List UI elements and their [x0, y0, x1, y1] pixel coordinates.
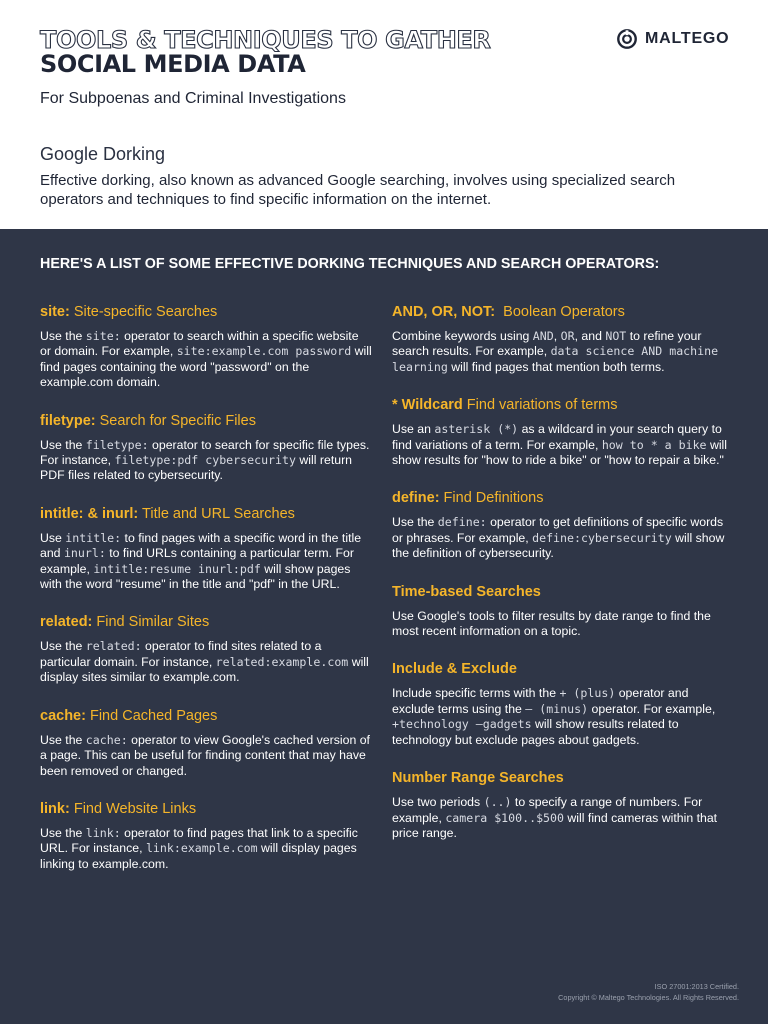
description-text: will find pages that mention both terms. — [447, 359, 665, 374]
description-text: operator. For example, — [588, 701, 716, 716]
code-snippet: intitle: — [65, 530, 122, 545]
description-text: Use the — [40, 329, 86, 343]
technique-item — [40, 504, 372, 593]
technique-title: Search for Specific Files — [95, 412, 256, 429]
description-text: operator to search within a specific website or domain. For example, — [40, 329, 359, 359]
description-text: Use — [40, 530, 66, 545]
code-snippet: define: — [437, 515, 487, 530]
description-text: operator to get definitions of specific words or phrases. For example, — [392, 515, 724, 545]
technique-item — [392, 659, 728, 748]
description-text: will show the definition of cybersecurity. — [392, 530, 725, 561]
footer-certification: ISO 27001:2013 Certified. — [654, 982, 739, 991]
techniques-panel — [0, 229, 768, 1024]
description-text: , and — [574, 329, 606, 343]
technique-item — [40, 302, 372, 391]
technique-item — [40, 612, 372, 685]
code-snippet: filetype: — [85, 437, 149, 452]
description-text: to find pages with a specific word in the title and — [40, 530, 362, 561]
technique-keyword: Number Range Searches — [392, 770, 564, 787]
technique-description — [40, 438, 372, 484]
code-snippet: define:cybersecurity — [532, 530, 672, 545]
technique-heading — [40, 504, 372, 524]
technique-keyword: filetype: — [40, 412, 96, 429]
description-text: will show pages with the word "resume" in the title and "pdf" in the URL. — [40, 561, 351, 592]
title-line-solid: SOCIAL MEDIA DATA — [40, 50, 306, 78]
section-heading: Google Dorking — [40, 144, 166, 164]
technique-heading — [392, 768, 728, 788]
technique-item — [40, 411, 372, 484]
technique-item — [392, 302, 728, 375]
technique-description — [40, 733, 372, 779]
technique-item — [392, 582, 728, 640]
technique-description — [392, 329, 728, 375]
code-snippet: data science AND machine learning — [392, 344, 719, 374]
technique-title: Find variations of terms — [462, 397, 618, 414]
description-text: Use the — [40, 732, 86, 747]
technique-heading — [392, 302, 728, 322]
technique-description — [40, 329, 372, 391]
description-text: operator to find pages that link to a specific URL. For instance, — [40, 825, 358, 856]
technique-heading — [392, 659, 728, 679]
technique-heading — [40, 612, 372, 632]
code-snippet: filetype:pdf cybersecurity — [114, 453, 296, 468]
description-text: Use the — [40, 825, 86, 840]
technique-title: Find Website Links — [69, 800, 197, 817]
description-text: Include specific terms with the — [392, 686, 560, 701]
technique-item — [392, 395, 728, 468]
technique-description — [392, 795, 728, 841]
code-snippet: link: — [85, 825, 121, 840]
description-text: Use an — [392, 422, 435, 437]
code-snippet: +technology –gadgets — [392, 717, 532, 732]
code-snippet: – (minus) — [525, 701, 589, 716]
code-snippet: cache: — [85, 732, 128, 747]
technique-keyword: intitle: & inurl: — [40, 505, 139, 522]
technique-heading — [40, 706, 372, 726]
technique-item — [40, 706, 372, 779]
section-description: Effective dorking, also known as advanced Google searching, involves using specialized search operators and techniques to find specific information on the internet. — [40, 172, 676, 208]
technique-description — [40, 531, 372, 593]
subtitle: For Subpoenas and Criminal Investigations — [40, 90, 346, 107]
technique-description — [40, 639, 372, 685]
technique-heading — [392, 582, 728, 602]
description-text: will find pages containing the word "password" on the example.com domain. — [40, 344, 372, 390]
title-line-outline: TOOLS & TECHNIQUES TO GATHER — [40, 26, 491, 54]
code-snippet: + (plus) — [559, 686, 616, 701]
code-snippet: how to * a bike — [601, 437, 707, 452]
technique-description — [392, 686, 728, 748]
technique-description — [392, 515, 728, 561]
right-column — [392, 302, 728, 861]
technique-description — [40, 826, 372, 872]
description-text: Use the — [40, 639, 86, 654]
technique-title: Boolean Operators — [495, 304, 625, 320]
technique-heading — [40, 411, 372, 431]
description-text: Use two periods — [392, 795, 484, 810]
technique-keyword: Include & Exclude — [392, 661, 517, 678]
technique-keyword: cache: — [40, 707, 86, 724]
technique-title: Find Definitions — [439, 490, 544, 507]
technique-item — [392, 488, 728, 561]
technique-title: Title and URL Searches — [138, 505, 295, 522]
code-snippet: site:example.com password — [176, 344, 352, 359]
technique-item — [392, 768, 728, 841]
description-text: will display pages linking to example.com. — [40, 841, 357, 871]
description-text: , — [553, 329, 561, 343]
technique-heading — [392, 488, 728, 508]
description-text: to specify a range of numbers. For example, — [392, 795, 703, 825]
technique-heading — [392, 395, 728, 415]
technique-item — [40, 799, 372, 872]
technique-description — [392, 422, 728, 468]
technique-title: Find Cached Pages — [85, 707, 218, 724]
maltego-logo-icon — [616, 28, 638, 50]
header-section — [0, 0, 768, 229]
code-snippet: site: — [85, 329, 121, 343]
description-text: Use the — [40, 437, 86, 452]
technique-keyword: * Wildcard — [392, 397, 463, 414]
technique-description — [392, 609, 728, 640]
code-snippet: intitle:resume inurl:pdf — [93, 561, 261, 576]
code-snippet: OR — [560, 329, 575, 343]
footer-copyright: Copyright © Maltego Technologies. All Rights Reserved. — [558, 992, 739, 1002]
technique-keyword: Time-based Searches — [392, 583, 541, 600]
description-text: Combine keywords using — [392, 329, 533, 343]
description-text: will return PDF files related to cybersecurity. — [40, 453, 353, 483]
code-snippet: NOT — [605, 329, 627, 343]
code-snippet: (..) — [483, 795, 512, 810]
code-snippet: camera $100..$500 — [445, 810, 564, 825]
maltego-logo — [616, 27, 729, 51]
code-snippet: related: — [85, 639, 142, 654]
description-text: will display sites similar to example.com. — [40, 654, 369, 685]
code-snippet: asterisk (*) — [434, 422, 519, 437]
technique-heading — [40, 799, 372, 819]
code-snippet: link:example.com — [145, 841, 258, 856]
technique-title: Find Similar Sites — [92, 614, 210, 631]
description-text: as a wildcard in your search query to find variations of a term. For example, — [392, 422, 722, 452]
description-text: operator to view Google's cached version of a page. This can be useful for finding content that may have been removed or changed. — [40, 732, 370, 778]
description-text: will show results for "how to ride a bike" or "how to repair a bike." — [392, 437, 728, 468]
description-text: will find cameras within that price range. — [392, 810, 718, 840]
technique-keyword: link: — [40, 800, 70, 817]
list-heading: HERE'S A LIST OF SOME EFFECTIVE DORKING TECHNIQUES AND SEARCH OPERATORS: — [40, 256, 660, 272]
technique-title: Site-specific Searches — [69, 304, 218, 320]
description-text: operator to search for specific file types. For instance, — [40, 437, 370, 468]
technique-keyword: site: — [40, 304, 70, 320]
logo-text: MALTEGO — [645, 30, 730, 47]
left-column — [40, 302, 372, 892]
code-snippet: related:example.com — [215, 654, 349, 669]
description-text: will show results related to technology but exclude pages about gadgets. — [392, 717, 679, 747]
code-snippet: AND — [532, 329, 554, 343]
description-text: to find URLs containing a particular term. For example, — [40, 546, 354, 576]
code-snippet: inurl: — [63, 546, 106, 561]
description-text: Use Google's tools to filter results by date range to find the most recent information on a topic. — [392, 608, 711, 639]
technique-keyword: AND, OR, NOT: — [392, 304, 496, 320]
footer — [558, 982, 739, 1003]
description-text: operator and exclude terms using the — [392, 686, 689, 716]
technique-heading — [40, 302, 372, 322]
technique-keyword: define: — [392, 490, 440, 507]
description-text: Use the — [392, 515, 438, 530]
technique-keyword: related: — [40, 614, 93, 631]
description-text: to refine your search results. For example, — [392, 329, 702, 359]
description-text: operator to find sites related to a particular domain. For instance, — [40, 639, 322, 669]
